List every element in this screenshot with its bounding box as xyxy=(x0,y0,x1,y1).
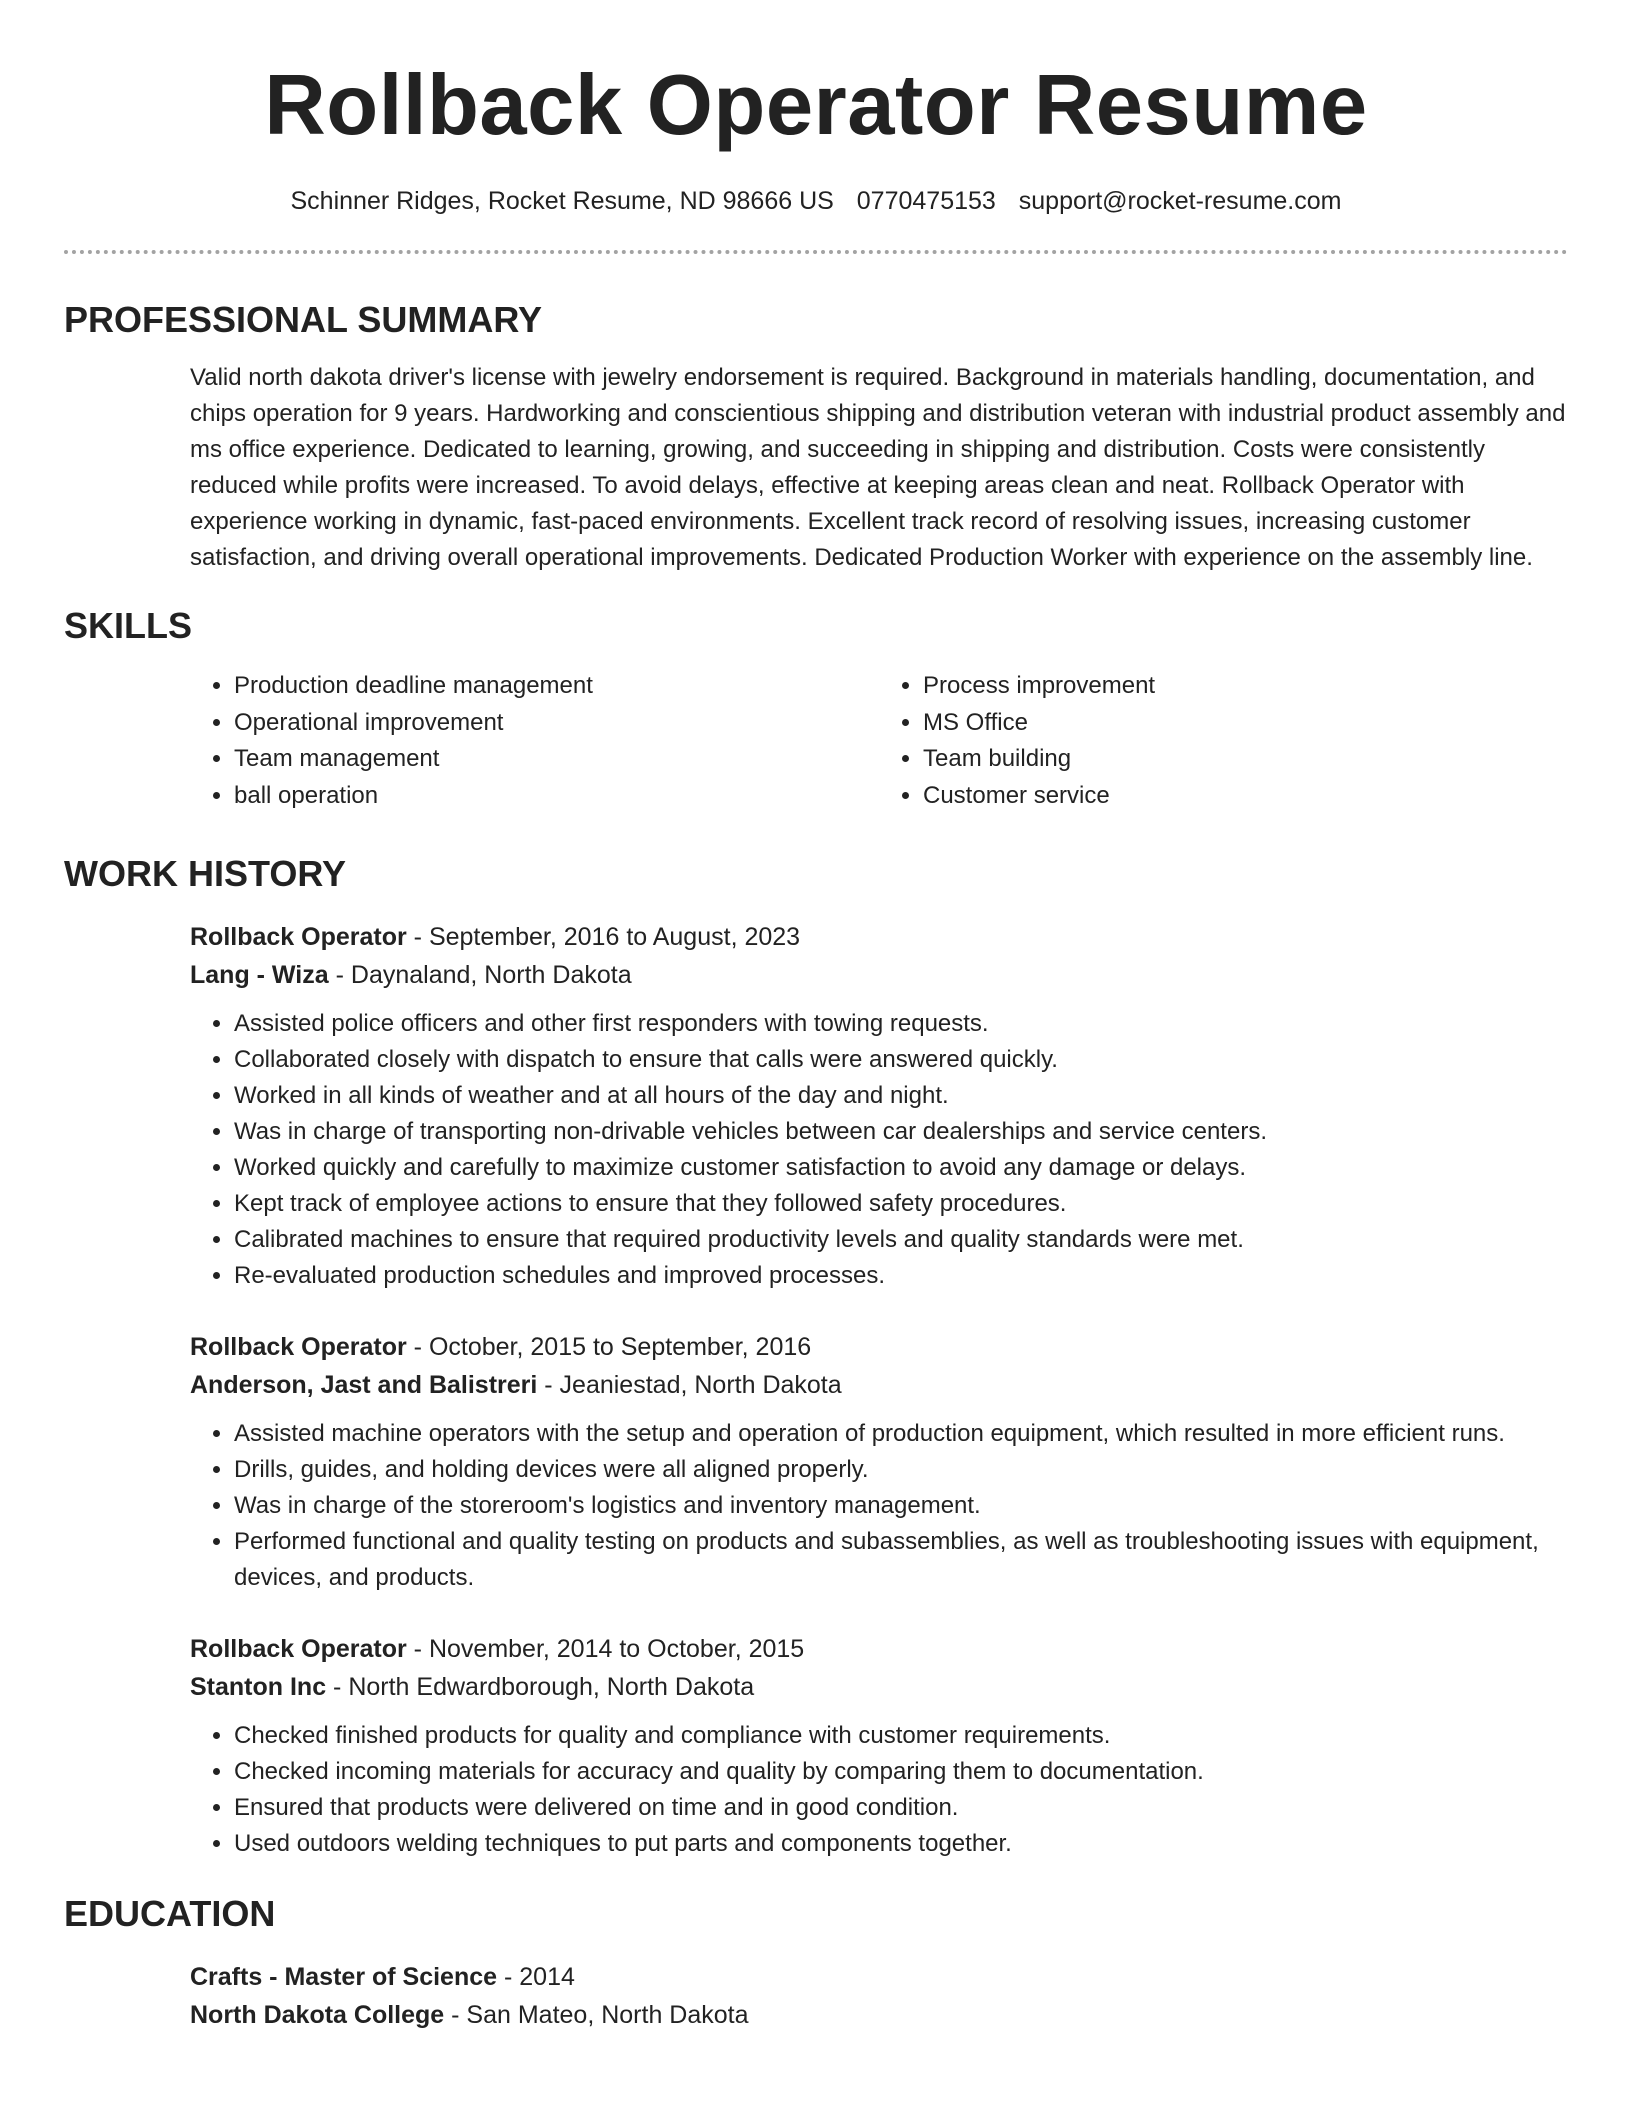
job-entry xyxy=(190,918,1568,1294)
skill-item: • Team management xyxy=(234,741,879,778)
job-bullets xyxy=(190,1718,1568,1862)
summary-heading: PROFESSIONAL SUMMARY xyxy=(64,299,543,340)
job-bullets xyxy=(190,1416,1568,1596)
job-bullet: • Assisted machine operators with the setup and operation of production equipment, which resulted in more efficient runs. xyxy=(234,1416,1568,1452)
work-history-section xyxy=(64,852,1568,1862)
job-company-line xyxy=(190,956,1568,994)
job-title: Rollback Operator xyxy=(190,1333,407,1361)
job-entry xyxy=(190,1328,1568,1596)
contact-line xyxy=(64,184,1568,218)
job-bullet: • Calibrated machines to ensure that required productivity levels and quality standards were met. xyxy=(234,1222,1568,1258)
skills-column-right xyxy=(879,668,1568,814)
contact-phone: 0770475153 xyxy=(856,187,996,215)
job-location: - Daynaland, North Dakota xyxy=(328,961,632,989)
job-title: Rollback Operator xyxy=(190,1635,407,1663)
job-bullet: • Re-evaluated production schedules and improved processes. xyxy=(234,1258,1568,1294)
job-dates: - November, 2014 to October, 2015 xyxy=(406,1635,805,1663)
job-bullet: • Collaborated closely with dispatch to ensure that calls were answered quickly. xyxy=(234,1042,1568,1078)
skills-section xyxy=(64,604,1568,814)
school: North Dakota College xyxy=(190,2001,445,2029)
education-section xyxy=(64,1892,1568,2034)
summary-text: Valid north dakota driver's license with jewelry endorsement is required. Background in materials handling, documentation, and chips operation for 9 years. Hardworking and conscientious shipping and distribution veteran with industrial product assembly and ms office experience. Dedicated to learning, growing, and succeeding in shipping and distribution. Costs were consistently reduced while profits were increased. To avoid delays, effective at keeping areas clean and neat. Rollback Operator with experience working in dynamic, fast-paced environments. Excellent track record of resolving issues, increasing customer satisfaction, and driving overall operational improvements. Dedicated Production Worker with experience on the assembly line. xyxy=(190,364,1566,571)
job-title-line xyxy=(190,1328,1568,1366)
job-dates: - September, 2016 to August, 2023 xyxy=(406,923,801,951)
job-bullet: • Drills, guides, and holding devices were all aligned properly. xyxy=(234,1452,1568,1488)
job-bullet: • Worked quickly and carefully to maximize customer satisfaction to avoid any damage or delays. xyxy=(234,1150,1568,1186)
skills-grid xyxy=(190,668,1568,814)
contact-address: Schinner Ridges, Rocket Resume, ND 98666 US xyxy=(290,187,834,215)
skill-item: • Team building xyxy=(923,741,1568,778)
skills-column-left xyxy=(190,668,879,814)
job-company: Stanton Inc xyxy=(190,1673,327,1701)
contact-email: support@rocket-resume.com xyxy=(1018,187,1342,215)
school-location: - San Mateo, North Dakota xyxy=(444,2001,749,2029)
job-dates: - October, 2015 to September, 2016 xyxy=(406,1333,812,1361)
skill-item: • Operational improvement xyxy=(234,705,879,742)
skill-item: • Process improvement xyxy=(923,668,1568,705)
header-divider xyxy=(64,250,1568,254)
job-bullet: • Checked finished products for quality and compliance with customer requirements. xyxy=(234,1718,1568,1754)
resume-title: Rollback Operator Resume xyxy=(264,58,1368,153)
degree-year: - 2014 xyxy=(497,1963,575,1991)
job-bullet: • Used outdoors welding techniques to put parts and components together. xyxy=(234,1826,1568,1862)
job-bullet: • Kept track of employee actions to ensure that they followed safety procedures. xyxy=(234,1186,1568,1222)
job-title-line xyxy=(190,1630,1568,1668)
job-company: Anderson, Jast and Balistreri xyxy=(190,1371,538,1399)
job-bullet: • Ensured that products were delivered on time and in good condition. xyxy=(234,1790,1568,1826)
job-bullet: • Performed functional and quality testing on products and subassemblies, as well as troubleshooting issues with equipment, devices, and products. xyxy=(234,1524,1568,1596)
job-location: - Jeaniestad, North Dakota xyxy=(537,1371,842,1399)
skill-item: • ball operation xyxy=(234,778,879,815)
skill-item: • MS Office xyxy=(923,705,1568,742)
job-entry xyxy=(190,1630,1568,1862)
skill-item: • Production deadline management xyxy=(234,668,879,705)
job-bullet: • Assisted police officers and other first responders with towing requests. xyxy=(234,1006,1568,1042)
job-location: - North Edwardborough, North Dakota xyxy=(326,1673,755,1701)
job-bullet: • Checked incoming materials for accuracy and quality by comparing them to documentation. xyxy=(234,1754,1568,1790)
job-bullet: • Was in charge of the storeroom's logistics and inventory management. xyxy=(234,1488,1568,1524)
job-company-line xyxy=(190,1668,1568,1706)
work-history-heading: WORK HISTORY xyxy=(64,853,347,894)
education-heading: EDUCATION xyxy=(64,1893,276,1934)
job-bullet: • Worked in all kinds of weather and at all hours of the day and night. xyxy=(234,1078,1568,1114)
job-company: Lang - Wiza xyxy=(190,961,329,989)
skill-item: • Customer service xyxy=(923,778,1568,815)
degree-line xyxy=(190,1958,1568,1996)
summary-section xyxy=(64,298,1568,576)
job-title: Rollback Operator xyxy=(190,923,407,951)
job-title-line xyxy=(190,918,1568,956)
degree: Crafts - Master of Science xyxy=(190,1963,498,1991)
job-bullet: • Was in charge of transporting non-drivable vehicles between car dealerships and service centers. xyxy=(234,1114,1568,1150)
school-line xyxy=(190,1996,1568,2034)
skills-heading: SKILLS xyxy=(64,605,193,646)
job-bullets xyxy=(190,1006,1568,1294)
education-entry xyxy=(190,1958,1568,2034)
job-company-line xyxy=(190,1366,1568,1404)
